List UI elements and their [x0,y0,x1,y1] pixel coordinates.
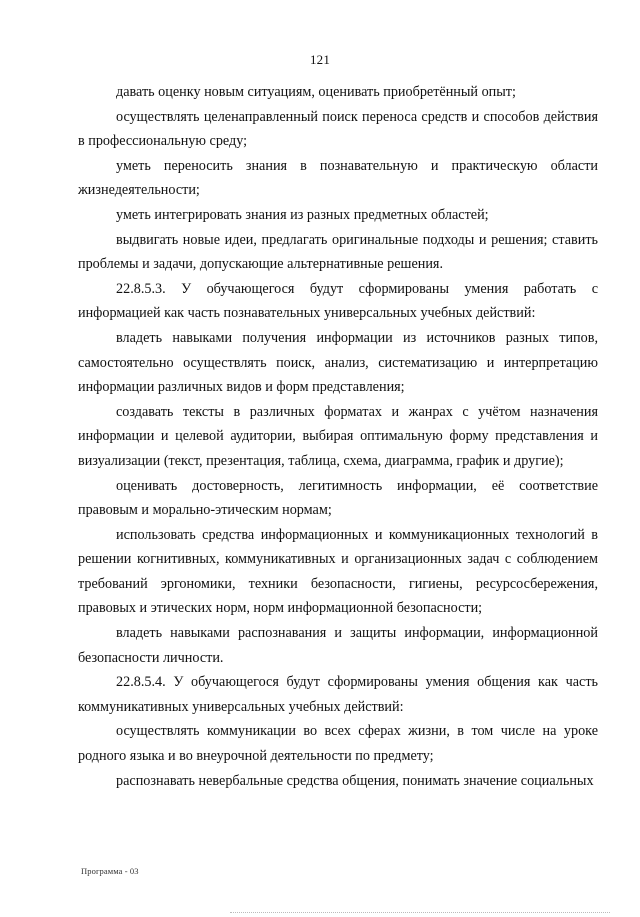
page-footer: Программа - 03 [81,866,139,876]
paragraph: использовать средства информационных и коммуникационных технологий в решении когнитивных, коммуникативных и организационных задач с соблюдением требований эргономики, техники безопасности, гигиены, ресурсосбережения, правовых и этических норм, норм информационной безопасности; [78,526,598,617]
paragraph: осуществлять коммуникации во всех сферах жизни, в том числе на уроке родного языка и во внеурочной деятельности по предмету; [78,723,598,765]
paragraph: уметь интегрировать знания из разных предметных областей; [116,206,489,223]
document-body [78,80,598,793]
page-number: 121 [309,52,331,67]
paragraph: создавать тексты в различных форматах и жанрах с учётом назначения информации и целевой аудитории, выбирая оптимальную форму представления и визуализации (текст, презентация, таблица, схема, диаграмма, график и другие); [78,403,598,469]
paragraph: осуществлять целенаправленный поиск переноса средств и способов действия в профессиональную среду; [78,108,598,150]
paragraph: оценивать достоверность, легитимность информации, её соответствие правовым и морально-этическим нормам; [78,477,598,519]
scan-edge-divider [230,910,610,913]
section-paragraph-22-8-5-4: 22.8.5.4. У обучающегося будут сформированы умения общения как часть коммуникативных универсальных учебных действий: [78,674,598,715]
paragraph: распознавать невербальные средства общения, понимать значение социальных [116,772,594,789]
section-paragraph-22-8-5-3: 22.8.5.3. У обучающегося будут сформированы умения работать с информацией как часть познавательных универсальных учебных действий: [78,280,598,322]
paragraph: выдвигать новые идеи, предлагать оригинальные подходы и решения; ставить проблемы и задачи, допускающие альтернативные решения. [78,231,598,273]
paragraph: владеть навыками распознавания и защиты информации, информационной безопасности личности. [78,625,598,666]
paragraph: владеть навыками получения информации из источников разных типов, самостоятельно осуществлять поиск, анализ, систематизацию и интерпретацию информации различных видов и форм представления; [78,329,598,396]
paragraph: давать оценку новым ситуациям, оценивать приобретённый опыт; [116,84,516,100]
paragraph: уметь переносить знания в познавательную и практическую области жизнедеятельности; [78,157,598,199]
